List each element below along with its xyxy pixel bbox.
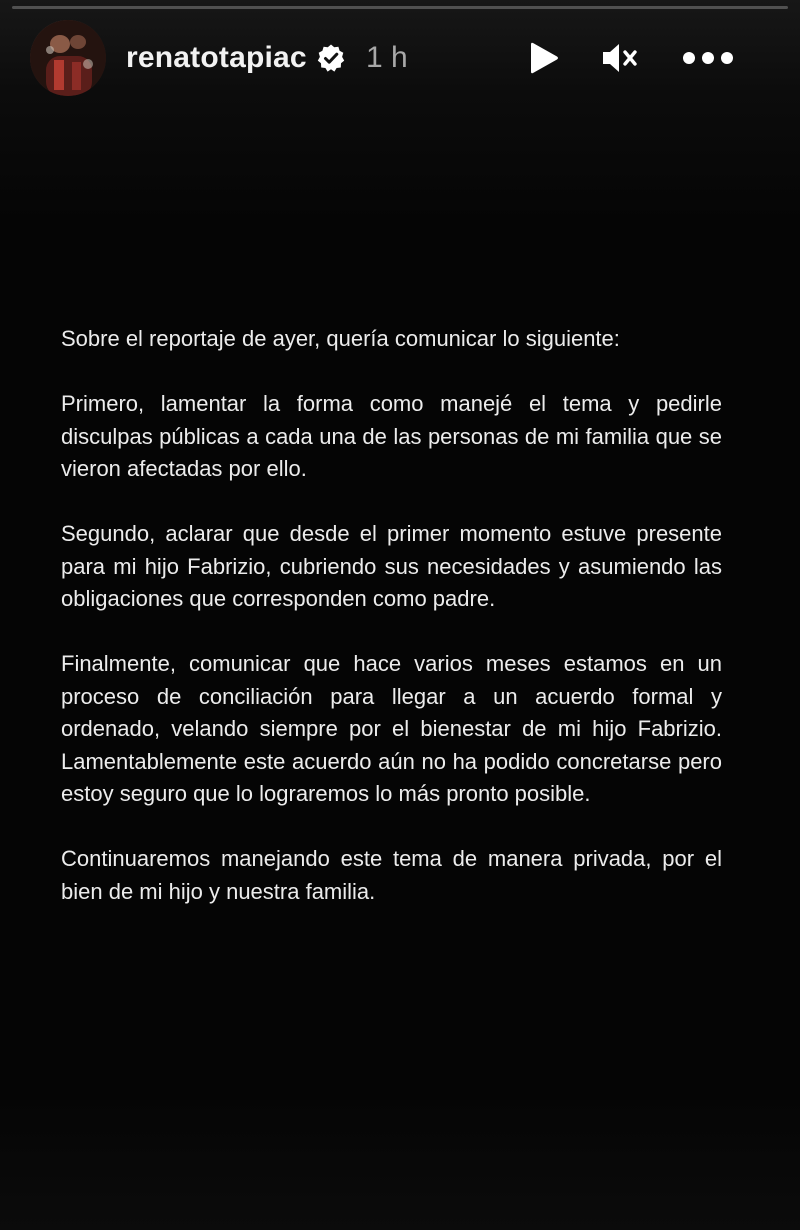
statement-paragraph-intro: Sobre el reportaje de ayer, quería comunicar lo siguiente:: [61, 326, 620, 351]
statement-paragraph-second: Segundo, aclarar que desde el primer momento estuve presente para mi hijo Fabrizio, cubriendo sus necesidades y asumiendo las obligaciones que corresponden como padre.: [61, 521, 722, 611]
statement-text: [61, 323, 722, 908]
more-options-button[interactable]: [680, 36, 736, 80]
statement-paragraph-first: Primero, lamentar la forma como manejé el tema y pedirle disculpas públicas a cada una de las personas de mi familia que se vieron afectadas por ello.: [61, 391, 722, 481]
story-header: [0, 0, 800, 115]
mute-button[interactable]: [598, 36, 642, 80]
play-button[interactable]: [522, 36, 566, 80]
verified-badge-icon: [316, 43, 346, 73]
play-icon: [527, 40, 561, 76]
statement-paragraph-third: Finalmente, comunicar que hace varios meses estamos en un proceso de conciliación para llegar a un acuerdo formal y ordenado, velando siempre por el bienestar de mi hijo Fabrizio. Lamentablemente este acuerdo aún no ha podido concretarse pero estoy seguro que lo lograremos lo más pronto posible.: [61, 651, 722, 806]
username[interactable]: renatotapiac: [126, 41, 307, 74]
more-options-icon: [682, 51, 734, 65]
avatar[interactable]: [30, 20, 106, 96]
avatar-image: [30, 20, 106, 96]
post-time: 1 h: [366, 41, 408, 74]
statement-paragraph-closing: Continuaremos manejando este tema de manera privada, por el bien de mi hijo y nuestra familia.: [61, 846, 722, 904]
muted-speaker-icon: [600, 40, 640, 76]
